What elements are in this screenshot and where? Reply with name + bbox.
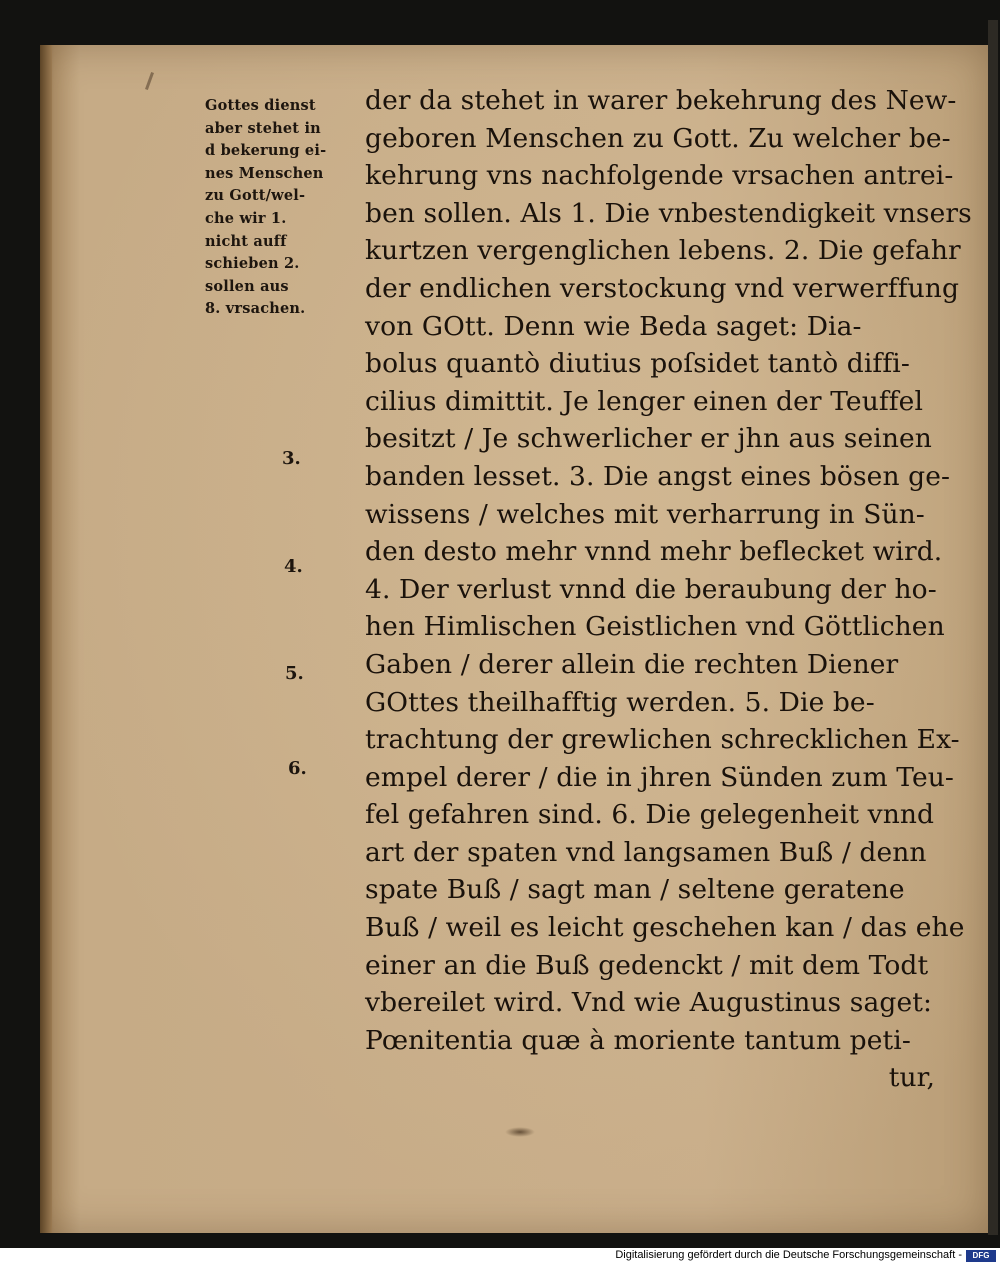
text-line: fel gefahren sind. 6. Die gelegenheit vnnd: [365, 799, 935, 831]
text-line: der endlichen verstockung vnd verwerffung: [365, 272, 960, 304]
text-line: von GOtt. Denn wie Beda saget: Dia-: [365, 310, 862, 342]
text-line: banden lesset. 3. Die angst eines bösen ge-: [365, 460, 951, 492]
text-line: kurtzen vergenglichen lebens. 2. Die gefahr: [365, 235, 961, 267]
text-line: Pœnitentia quæ à moriente tantum peti-: [365, 1024, 911, 1056]
margin-note-line: schieben 2.: [205, 255, 300, 273]
text-line: ben sollen. Als 1. Die vnbestendigkeit vnsers: [365, 197, 972, 229]
text-line: GOttes theilhafftig werden. 5. Die be-: [365, 686, 875, 718]
binding-shadow: [40, 45, 52, 1233]
margin-note-line: sollen aus: [205, 277, 289, 295]
text-line: den desto mehr vnnd mehr beflecket wird.: [365, 536, 943, 568]
margin-note-line: nes Menschen: [205, 164, 324, 182]
footer-credit: Digitalisierung gefördert durch die Deutsche Forschungsgemeinschaft -: [615, 1249, 962, 1261]
catchword: tur,: [888, 1062, 935, 1094]
dfg-logo: DFG: [966, 1250, 996, 1262]
margin-note-line: Gottes dienst: [205, 97, 316, 114]
margin-number: 5.: [285, 663, 304, 684]
margin-note-line: nicht auff: [205, 232, 287, 250]
text-line: bolus quantò diutius poſsidet tantò diffi-: [365, 348, 910, 380]
page-edge: [988, 20, 998, 1235]
text-line: empel derer / die in jhren Sünden zum Teu-: [365, 761, 954, 793]
margin-note-line: d bekerung ei-: [205, 142, 327, 160]
margin-note-line: che wir 1.: [205, 209, 287, 227]
text-line: einer an die Buß gedenckt / mit dem Todt: [365, 949, 929, 981]
ink-smudge: [505, 1127, 535, 1137]
text-line: cilius dimittit. Je lenger einen der Teuffel: [365, 385, 924, 417]
text-line: vbereilet wird. Vnd wie Augustinus saget:: [365, 987, 933, 1019]
text-line: geboren Menschen zu Gott. Zu welcher be-: [365, 122, 951, 154]
margin-number: 3.: [282, 448, 301, 469]
text-line: hen Himlischen Geistlichen vnd Göttlichen: [365, 611, 945, 643]
text-line: trachtung der grewlichen schrecklichen Ex-: [365, 724, 960, 756]
margin-note-line: aber stehet in: [205, 119, 321, 137]
margin-number: 6.: [288, 758, 307, 779]
text-line: besitzt / Je schwerlicher er jhn aus seinen: [365, 423, 932, 455]
text-line: art der spaten vnd langsamen Buß / denn: [365, 836, 927, 868]
text-line: der da stehet in warer bekehrung des New-: [365, 85, 957, 116]
text-line: Buß / weil es leicht geschehen kan / das ehe: [365, 912, 965, 944]
margin-note: [205, 95, 355, 321]
text-line: kehrung vns nachfolgende vrsachen antrei-: [365, 160, 954, 192]
text-line: wissens / welches mit verharrung in Sün-: [365, 498, 925, 530]
margin-note-line: 8. vrsachen.: [205, 300, 306, 318]
footer-bar: [0, 1248, 1000, 1265]
text-line: spate Buß / sagt man / seltene geratene: [365, 874, 905, 906]
margin-note-line: zu Gott/wel-: [205, 187, 306, 205]
margin-number: 4.: [284, 556, 303, 577]
text-line: Gaben / derer allein die rechten Diener: [365, 648, 899, 680]
body-text: [365, 82, 972, 1097]
text-line: 4. Der verlust vnnd die beraubung der ho-: [365, 573, 937, 605]
